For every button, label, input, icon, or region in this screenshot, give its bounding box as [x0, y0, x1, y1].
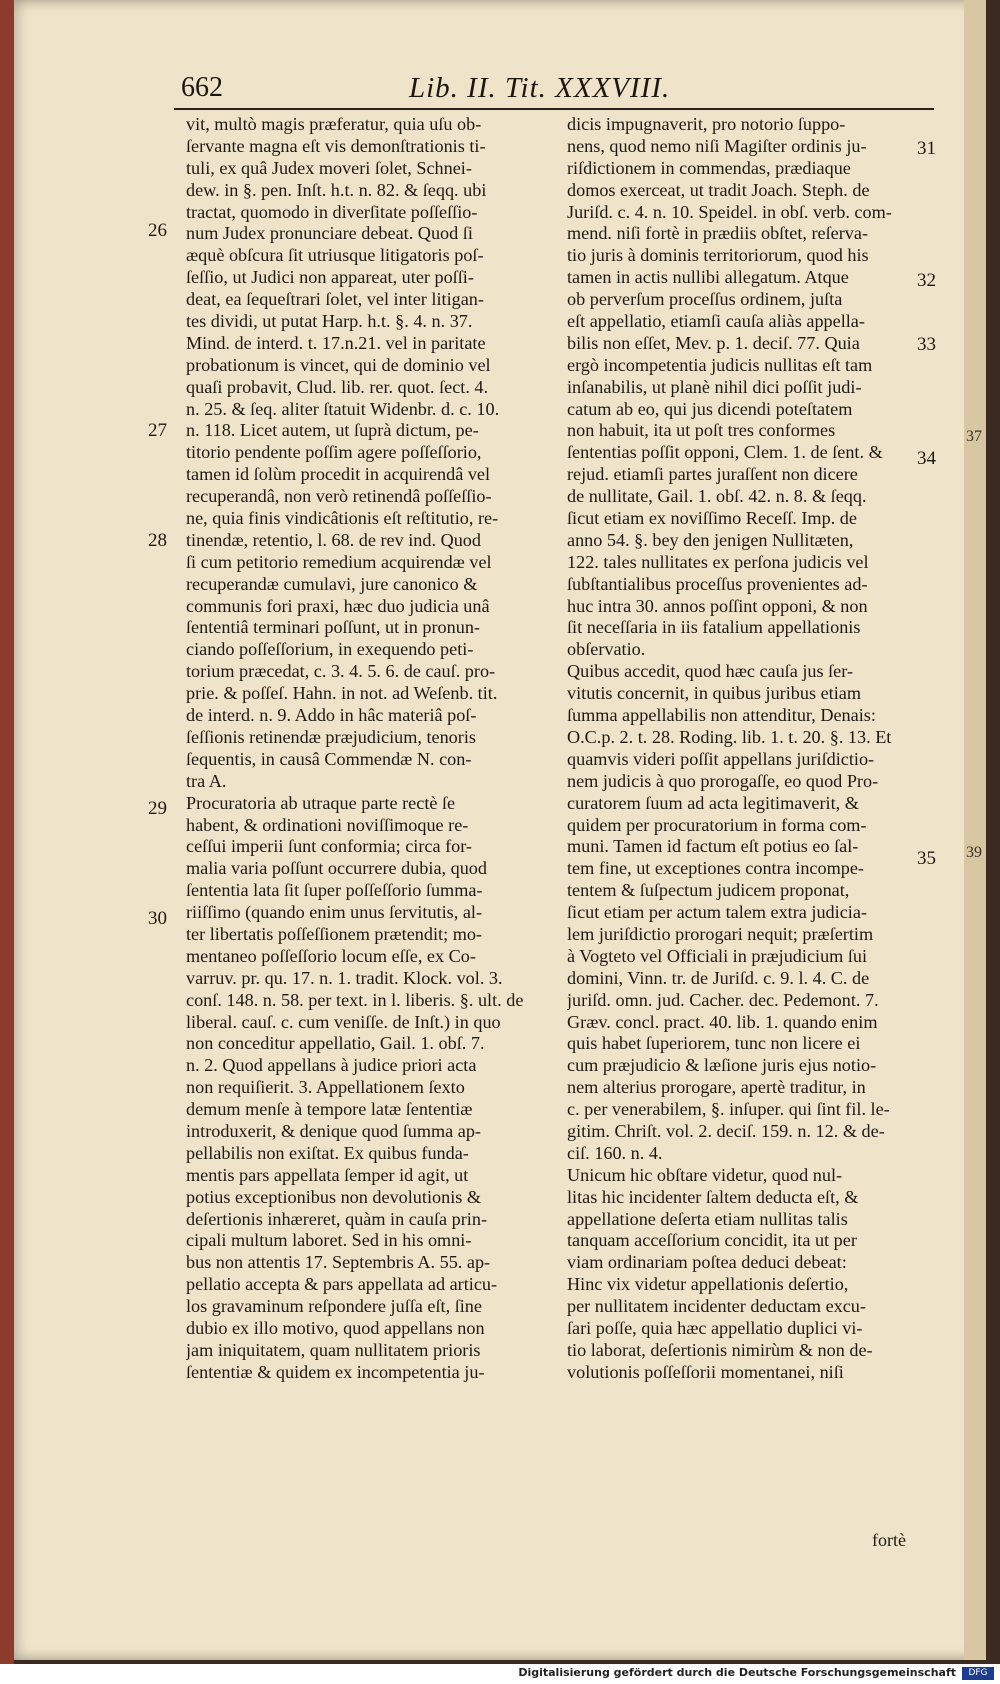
text-line: 122. tales nullitates ex perſona judicis vel: [567, 551, 869, 572]
text-line: dew. in §. pen. Inſt. h.t. n. 82. & ſeqq. ubi: [186, 179, 487, 200]
text-line: demum menſe à tempore latæ ſententiæ: [186, 1099, 473, 1120]
text-line: ter libertatis poſſeſſionem prætendit; mo-: [186, 923, 482, 944]
header-rule: [174, 108, 934, 110]
text-line: Juriſd. c. 4. n. 10. Speidel. in obſ. verb. com-: [567, 201, 892, 222]
text-line: catum ab eo, qui jus dicendi poteſtatem: [567, 398, 853, 419]
text-line: ſequentis, in causâ Commendæ N. con-: [186, 748, 472, 769]
page-number: 662: [181, 72, 223, 103]
text-line: Procuratoria ab utraque parte rectè ſe: [186, 792, 456, 813]
margin-number: 32: [917, 270, 936, 291]
text-line: cipali multum laboret. Sed in his omni-: [186, 1230, 472, 1251]
text-line: torium præcedat, c. 3. 4. 5. 6. de cauſ. pro-: [186, 661, 496, 682]
text-line: n. 25. & ſeq. aliter ſtatuit Widenbr. d. c. 10.: [186, 398, 500, 419]
text-line: lem juriſdictio prorogari nequit; præſertim: [567, 923, 874, 944]
text-line: mentaneo poſſeſſorio locum eſſe, ex Co-: [186, 945, 476, 966]
text-line: ciando poſſeſſorium, in exequendo peti-: [186, 639, 474, 660]
margin-number: 35: [917, 848, 936, 869]
text-line: los gravaminum reſpondere juſſa eſt, ſine: [186, 1296, 482, 1317]
book-spine: [0, 0, 14, 1670]
text-line: nens, quod nemo niſi Magiſter ordinis ju-: [567, 135, 867, 156]
text-line: non requiſierit. 3. Appellationem ſexto: [186, 1077, 465, 1098]
text-line: bilis non eſſet, Mev. p. 1. deciſ. 77. Quia: [567, 332, 860, 353]
text-line: Hinc vix videtur appellationis deſertio,: [567, 1274, 849, 1295]
text-line: communis fori praxi, hæc duo judicia unâ: [186, 595, 490, 616]
text-line: prie. & poſſeſ. Hahn. in not. ad Weſenb. tit.: [186, 683, 498, 704]
text-line: ſari poſſe, quia hæc appellatio duplici vi-: [567, 1317, 863, 1338]
text-line: quaſi probavit, Clud. lib. rer. quot. ſect. 4.: [186, 376, 489, 397]
margin-number: 27: [148, 420, 167, 441]
catchword: fortè: [872, 1530, 906, 1550]
margin-number: 34: [917, 448, 936, 469]
text-line: liberal. cauſ. c. cum veniſſe. de Inſt.) in quo: [186, 1011, 501, 1032]
text-line: riſdictionem in commendas, prædiaque: [567, 157, 851, 178]
text-line: ciſ. 160. n. 4.: [567, 1142, 663, 1163]
dfg-logo: DFG: [962, 1667, 994, 1680]
text-line: æquè obſcura ſit utriusque litigatoris poſ-: [186, 245, 484, 266]
text-line: recuperandâ, non verò retinendâ poſſeſſio-: [186, 486, 492, 507]
text-line: gitim. Chriſt. vol. 2. deciſ. 159. n. 12. & de-: [567, 1120, 885, 1141]
text-line: ſi cum petitorio remedium acquirendæ vel: [186, 551, 492, 572]
text-line: de interd. n. 9. Addo in hâc materiâ poſ-: [186, 705, 477, 726]
text-line: tamen id ſolùm procedit in acquirendâ vel: [186, 464, 491, 485]
text-line: domos exerceat, ut tradit Joach. Steph. de: [567, 179, 870, 200]
text-line: inſanabilis, ut planè nihil dici poſſit judi-: [567, 376, 862, 397]
text-line: ſervante magna eſt vis demonſtrationis ti-: [186, 135, 486, 156]
text-line: ſeſſionis retinendæ præjudicium, tenoris: [186, 726, 476, 747]
text-line: tem fine, ut exceptiones contra incompe-: [567, 858, 864, 879]
text-line: potius exceptionibus non devolutionis &: [186, 1186, 482, 1207]
text-line: per nullitatem incidenter deductam excu-: [567, 1296, 866, 1317]
text-line: appellatione deſerta etiam nullitas talis: [567, 1208, 848, 1229]
footer-credit: Digitalisierung gefördert durch die Deutsche Forschungsgemeinschaft: [518, 1666, 956, 1679]
text-line: dubio ex illo motivo, quod appellans non: [186, 1317, 485, 1338]
text-line: dicis impugnaverit, pro notorio ſuppo-: [567, 114, 846, 134]
text-line: jam iniquitatem, quam nullitatem prioris: [186, 1339, 481, 1360]
text-line: titorio pendente poſſim agere poſſeſſorio,: [186, 442, 482, 463]
text-line: quamvis videri poſſit appellans juriſdictio-: [567, 748, 875, 769]
text-line: Mind. de interd. t. 17.n.21. vel in paritate: [186, 332, 486, 353]
text-line: cum præjudicio & læſione juris ejus notio-: [567, 1055, 877, 1076]
text-line: eſt appellatio, etiamſi cauſa aliàs appella-: [567, 311, 865, 332]
text-line: non conceditur appellatio, Gail. 1. obſ. 7.: [186, 1033, 485, 1054]
text-line: de nullitate, Gail. 1. obſ. 42. n. 8. & ſeqq.: [567, 486, 867, 507]
text-line: tuli, ex quâ Judex moveri ſolet, Schnei-: [186, 157, 472, 178]
text-line: non habuit, ita ut poſt tres conformes: [567, 420, 836, 441]
text-line: habent, & ordinationi noviſſimoque re-: [186, 814, 469, 835]
text-line: litas hic incidenter ſaltem deducta eſt, &: [567, 1186, 859, 1207]
text-line: ſententiâ terminari poſſunt, ut in pronun-: [186, 617, 480, 638]
margin-number: 33: [917, 334, 936, 355]
text-line: introduxerit, & denique quod ſumma ap-: [186, 1120, 481, 1141]
text-line: num Judex pronunciare debeat. Quod ſi: [186, 223, 473, 244]
text-line: ergò incompetentia judicis nullitas eſt tam: [567, 354, 873, 375]
text-line: tra A.: [186, 770, 227, 791]
text-line: ſubſtantialibus proceſſus provenientes ad-: [567, 573, 868, 594]
text-line: à Vogteto vel Officiali in præjudicium ſui: [567, 945, 868, 966]
book-page: [14, 0, 986, 1660]
margin-number: 28: [148, 530, 167, 551]
text-line: juriſd. omn. jud. Cacher. dec. Pedemont. 7.: [567, 989, 879, 1010]
text-line: O.C.p. 2. t. 28. Roding. lib. 1. t. 20. §. 13. Et: [567, 726, 892, 747]
margin-number: 31: [917, 138, 936, 159]
text-line: c. per venerabilem, §. inſuper. qui ſint fil. le-: [567, 1099, 890, 1120]
text-line: muni. Tamen id factum eſt potius eo ſal-: [567, 836, 859, 857]
text-line: nem alterius prorogare, apertè traditur, in: [567, 1077, 866, 1098]
text-line: tanquam acceſſorium concidit, ita ut per: [567, 1230, 857, 1251]
page-header: [14, 72, 986, 112]
edge-number: 39: [966, 844, 982, 861]
text-line: deſertionis inhæreret, quàm in cauſa prin-: [186, 1208, 488, 1229]
text-line: n. 2. Quod appellans à judice priori acta: [186, 1055, 477, 1076]
footer-bar: [0, 1664, 1000, 1684]
page-edge: [964, 0, 986, 1660]
text-line: recuperandæ cumulavi, jure canonico &: [186, 573, 478, 594]
text-line: malia varia poſſunt occurrere dubia, quod: [186, 858, 487, 879]
text-line: vitutis concernit, in quibus juribus etiam: [567, 683, 861, 704]
text-line: viam ordinariam poſtea deduci debeat:: [567, 1252, 847, 1273]
text-line: varruv. pr. qu. 17. n. 1. tradit. Klock. vol. 3.: [186, 967, 503, 988]
text-line: mentis pars appellata ſemper id agit, ut: [186, 1164, 469, 1185]
text-line: curatorem ſuum ad acta legitimaverit, &: [567, 792, 859, 813]
text-line: n. 118. Licet autem, ut ſuprà dictum, pe-: [186, 420, 479, 441]
text-line: huc intra 30. annos poſſint opponi, & non: [567, 595, 868, 616]
text-line: rejud. etiamſi partes juraſſent non dicere: [567, 464, 858, 485]
text-line: anno 54. §. bey den jenigen Nullitæten,: [567, 529, 854, 550]
text-line: ſicut etiam ex noviſſimo Receſſ. Imp. de: [567, 508, 857, 529]
margin-number: 29: [148, 798, 167, 819]
text-line: bus non attentis 17. Septembris A. 55. ap-: [186, 1252, 491, 1273]
text-line: conſ. 148. n. 58. per text. in l. liberis. §. ult. de: [186, 989, 524, 1010]
text-line: ſumma appellabilis non attenditur, Denais:: [567, 705, 876, 726]
text-line: quis habet ſuperiorem, tunc non licere ei: [567, 1033, 861, 1054]
text-line: nem judicis à quo prorogaſſe, eo quod Pro-: [567, 770, 879, 791]
text-line: riiſſimo (quando enim unus ſervitutis, al-: [186, 902, 483, 923]
text-line: tio laborat, deſertionis nimirùm & non de-: [567, 1339, 873, 1360]
text-line: deat, ea ſequeſtrari ſolet, vel inter litigan-: [186, 289, 484, 310]
running-title: Lib. II. Tit. XXXVIII.: [409, 72, 671, 104]
text-line: Unicum hic obſtare videtur, quod nul-: [567, 1164, 843, 1185]
text-line: tractat, quomodo in diverſitate poſſeſſio-: [186, 201, 478, 222]
margin-number: 30: [148, 908, 167, 929]
text-line: ſicut etiam per actum talem extra judicia-: [567, 902, 867, 923]
text-line: Quibus accedit, quod hæc cauſa jus ſer-: [567, 661, 853, 682]
text-line: ſententia lata ſit ſuper poſſeſſorio ſumma-: [186, 880, 483, 901]
text-line: probationum is vincet, qui de dominio vel: [186, 354, 491, 375]
text-line: tentem & ſuſpectum judicem proponat,: [567, 880, 850, 901]
text-line: ceſſui imperii ſunt conformia; circa for-: [186, 836, 472, 857]
text-line: Græv. concl. pract. 40. lib. 1. quando enim: [567, 1011, 878, 1032]
text-line: ſententias poſſit opponi, Clem. 1. de ſent. &: [567, 442, 883, 463]
text-line: ſeſſio, ut Judici non appareat, uter poſſi-: [186, 267, 474, 288]
text-line: ob perverſum proceſſus ordinem, juſta: [567, 289, 843, 310]
text-line: volutionis poſſeſſorii momentanei, niſi: [567, 1361, 844, 1382]
text-line: mend. niſi fortè in prædiis obſtet, reſerva-: [567, 223, 869, 244]
edge-number: 37: [966, 428, 982, 445]
text-line: tio juris à dominis territoriorum, quod his: [567, 245, 869, 266]
text-line: pellatio accepta & pars appellata ad articu-: [186, 1274, 498, 1295]
text-line: pellabilis non exiſtat. Ex quibus funda-: [186, 1142, 469, 1163]
text-line: vit, multò magis præferatur, quia uſu ob-: [186, 114, 482, 134]
left-column: [186, 114, 548, 1384]
text-line: obſervatio.: [567, 639, 646, 660]
text-line: ſit neceſſaria in iis fatalium appellationis: [567, 617, 861, 638]
text-line: ſententiæ & quidem ex incompetentia ju-: [186, 1361, 485, 1382]
margin-number: 26: [148, 220, 167, 241]
right-column: [567, 114, 925, 1384]
text-line: domini, Vinn. tr. de Juriſd. c. 9. l. 4. C. de: [567, 967, 870, 988]
text-line: quidem per procuratorium in forma com-: [567, 814, 867, 835]
text-line: tinendæ, retentio, l. 68. de rev ind. Quod: [186, 529, 481, 550]
text-line: tes dividi, ut putat Harp. h.t. §. 4. n. 37.: [186, 311, 473, 332]
text-line: tamen in actis nullibi allegatum. Atque: [567, 267, 849, 288]
text-line: ne, quia finis vindicâtionis eſt reſtitutio, re-: [186, 508, 499, 529]
